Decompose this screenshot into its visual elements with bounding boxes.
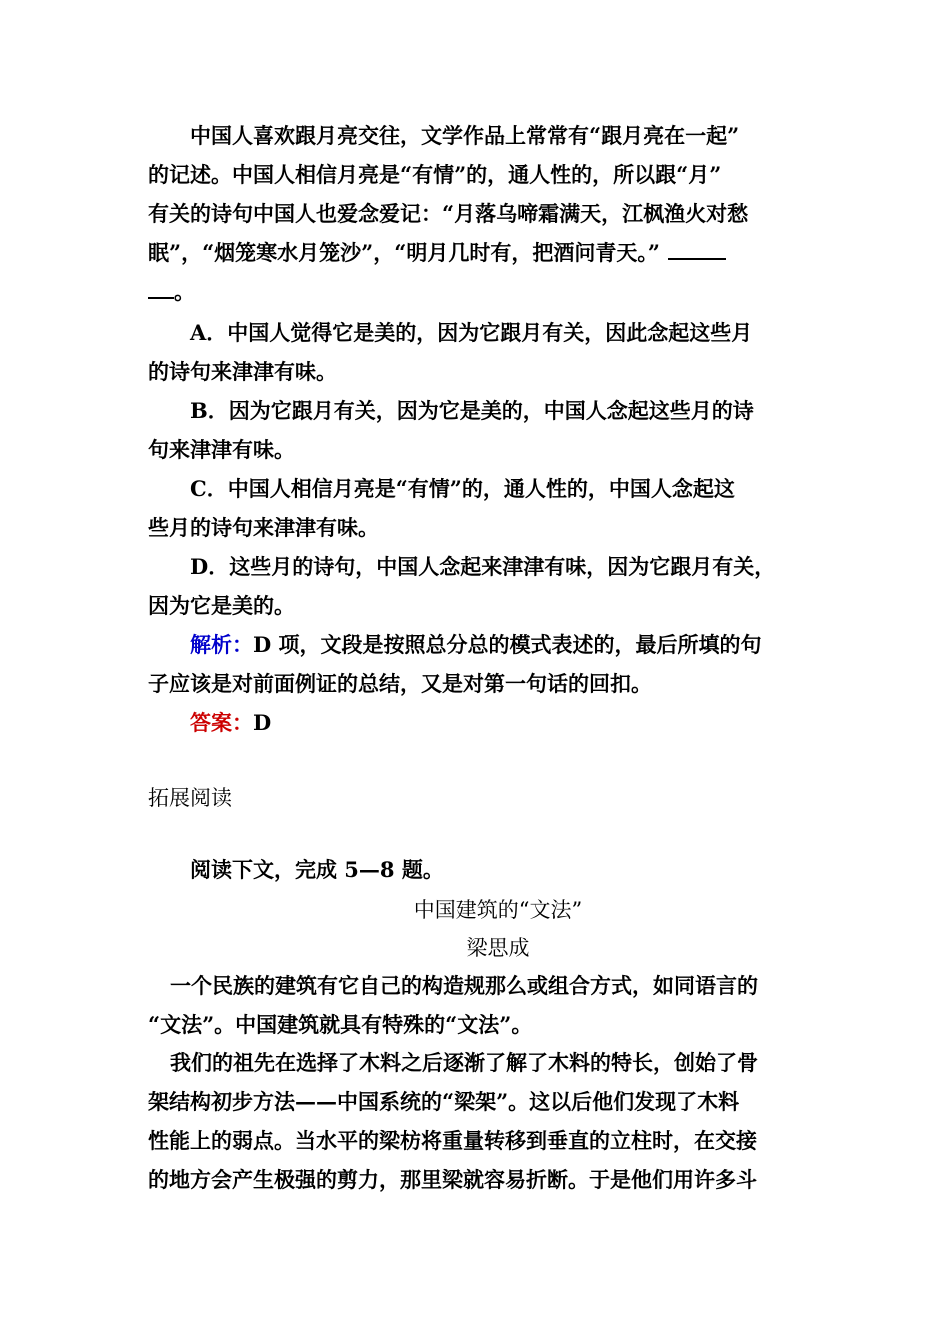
option-c-line-1: C．中国人相信月亮是“有情”的，通人性的，中国人念起这 [190,476,735,501]
answer-blank [668,240,726,260]
stem-line-1: 中国人喜欢跟月亮交往，文学作品上常常有“跟月亮在一起” [190,123,740,148]
option-d-line-2: 因为它是美的。 [148,593,295,618]
analysis-text-1: D 项，文段是按照总分总的模式表述的，最后所填的句 [253,632,762,657]
section-title: 拓展阅读 [148,786,232,810]
answer-value: D [253,710,272,735]
analysis-line-2: 子应该是对前面例证的总结，又是对第一句话的回扣。 [148,671,652,696]
article-title: 中国建筑的“文法” [413,898,583,922]
option-d-line-1: D．这些月的诗句，中国人念起来津津有味，因为它跟月有关， [190,554,776,579]
option-b-line-1: B．因为它跟月有关，因为它是美的，中国人念起这些月的诗 [190,398,754,423]
paragraph-line-5: 性能上的弱点。当水平的梁枋将重量转移到垂直的立柱时，在交接 [148,1128,757,1153]
paragraph-line-6: 的地方会产生极强的剪力，那里梁就容易折断。于是他们用许多斗 [148,1167,757,1192]
paragraph-line-1: 一个民族的建筑有它自己的构造规那么或组合方式，如同语言的 [170,973,758,998]
paragraph-line-2: “文法”。中国建筑就具有特殊的“文法”。 [148,1012,533,1037]
stem-line-5 [148,277,808,307]
option-c-line-2: 些月的诗句来津津有味。 [148,515,379,540]
paragraph-line-4: 架结构初步方法——中国系统的“梁架”。这以后他们发现了木料 [148,1089,740,1114]
stem-line-3: 有关的诗句中国人也爱念爱记：“月落乌啼霜满天，江枫渔火对愁 [148,201,749,226]
stem-line-4 [148,238,808,268]
paragraph-line-3: 我们的祖先在选择了木料之后逐渐了解了木料的特长，创始了骨 [170,1050,758,1075]
reading-instruction: 阅读下文，完成 5—8 题。 [190,857,444,882]
stem-line-2: 的记述。中国人相信月亮是“有情”的，通人性的，所以跟“月” [148,162,722,187]
article-author: 梁思成 [466,936,530,960]
answer-line [190,708,808,738]
option-a-line-1: A．中国人觉得它是美的，因为它跟月有关，因此念起这些月 [190,320,753,345]
analysis-label: 解析： [190,632,253,657]
answer-blank-continued [148,279,174,299]
stem-line-5-text: 。 [174,279,195,304]
stem-line-4-text: 眠”，“烟笼寒水月笼沙”，“明月几时有，把酒问青天。” [148,240,660,265]
analysis-line-1 [190,630,808,660]
option-a-line-2: 的诗句来津津有味。 [148,359,337,384]
option-b-line-2: 句来津津有味。 [148,437,295,462]
answer-label: 答案： [190,710,253,735]
